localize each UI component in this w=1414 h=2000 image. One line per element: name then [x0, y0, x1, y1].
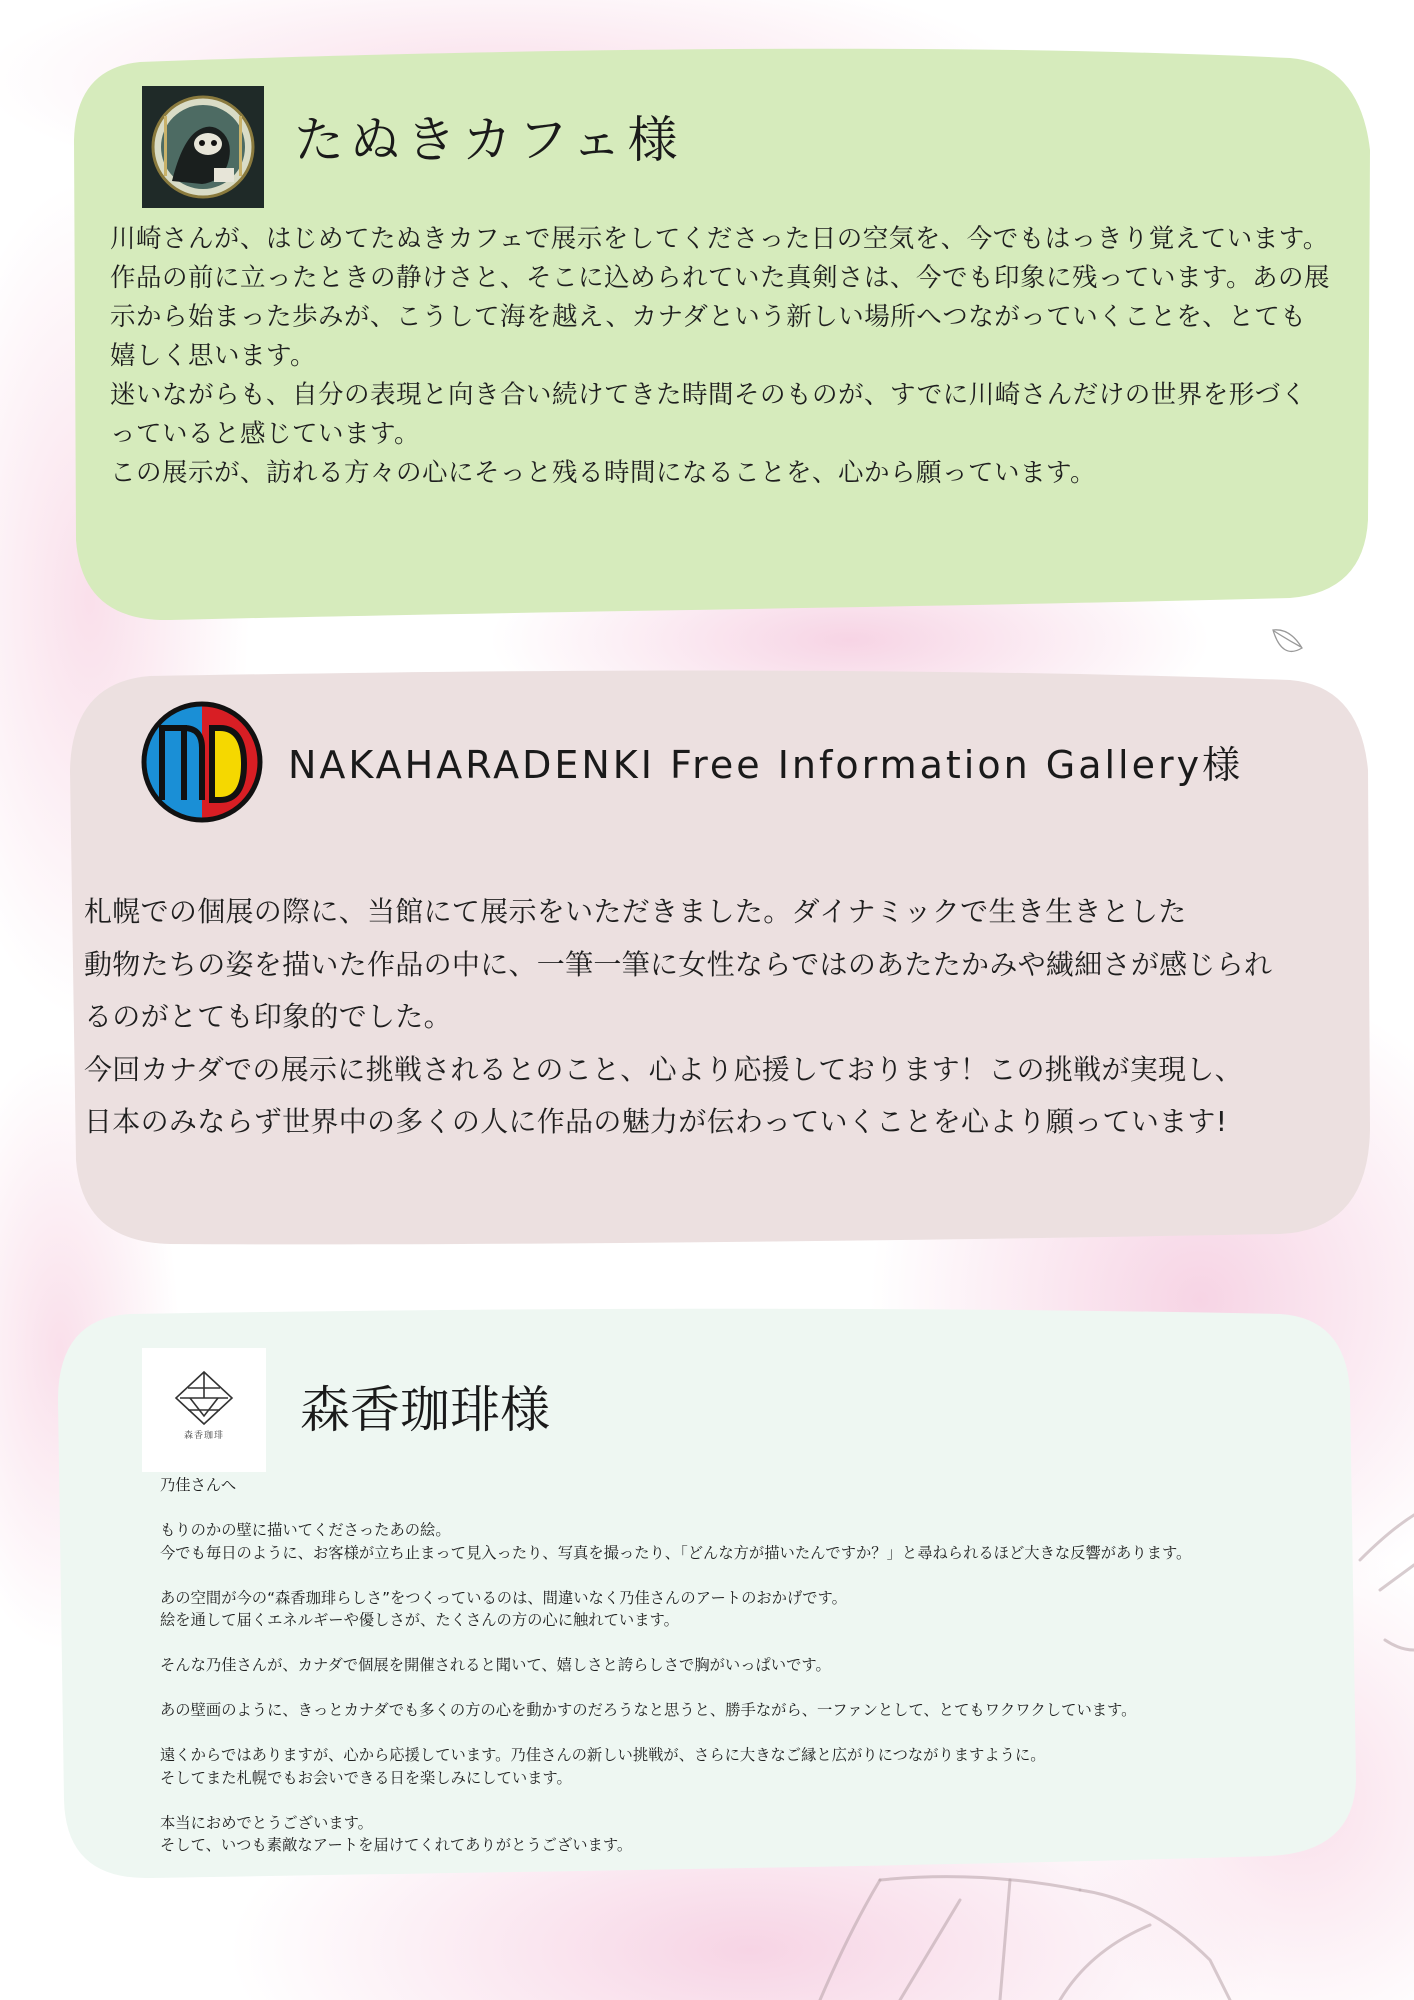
card-nakaharadenki — [0, 660, 1414, 1260]
paragraph: この展示が、訪れる方々の心にそっと残る時間になることを、心から願っています。 — [110, 458, 1096, 488]
card-body — [84, 886, 1384, 1149]
letter-line: もりのかの壁に描いてくださったあの絵。 — [160, 1521, 451, 1539]
card-title: NAKAHARADENKI Free Information Gallery様 — [288, 743, 1244, 787]
morika-coffee-logo — [142, 1348, 266, 1472]
letter-line: そんな乃佳さんが、カナダで個展を開催されると聞いて、嬉しさと誇らしさで胸がいっぱいです。 — [160, 1656, 831, 1674]
paragraph: 日本のみならず世界中の多くの人に作品の魅力が伝わっていくことを心より願っています! — [84, 1105, 1228, 1138]
letter-line: 絵を通して届くエネルギーや優しさが、たくさんの方の心に触れています。 — [160, 1611, 679, 1629]
paragraph: 動物たちの姿を描いた作品の中に、一筆一筆に女性ならではのあたたかみや繊細さが感じられ — [84, 947, 1273, 981]
paragraph: 作品の前に立ったときの静けさと、そこに込められていた真剣さは、今でも印象に残っています。あの展示から始まった歩みが、こうして海を越え、カナダという新しい場所へつながっていくことを、とても嬉しく思います。 — [110, 263, 1330, 371]
letter-line: 本当におめでとうございます。 — [160, 1813, 373, 1832]
blank-line — [160, 1632, 1340, 1655]
letter-line: 乃佳さんへ — [160, 1476, 237, 1494]
blank-line — [160, 1497, 1340, 1520]
logo-text: 森香珈琲 — [183, 1431, 224, 1441]
letter-line: そして、いつも素敵なアートを届けてくれてありがとうございます。 — [160, 1836, 633, 1854]
letter-line: 今でも毎日のように、お客様が立ち止まって見入ったり、写真を撮ったり、「どんな方が描いたんですか？」と尋ねられるほど大きな反響があります。 — [160, 1543, 1192, 1562]
paragraph: 迷いながらも、自分の表現と向き合い続けてきた時間そのものが、すでに川崎さんだけの世界を形づくっていると感じています。 — [110, 380, 1307, 449]
tanuki-cafe-logo — [142, 86, 264, 208]
letter-line: あの壁画のように、きっとカナダでも多くの方の心を動かすのだろうなと思うと、勝手ながら、一ファンとして、とてもワクワクしています。 — [160, 1701, 1137, 1719]
card-title: 森香珈琲様 — [300, 1381, 550, 1439]
card-body — [110, 220, 1330, 493]
morika-mark — [142, 1348, 266, 1472]
blank-line — [160, 1564, 1340, 1587]
paragraph: るのがとても印象的でした。 — [84, 1000, 452, 1033]
paragraph: 川崎さんが、はじめてたぬきカフェで展示をしてくださった日の空気を、今でもはっきり覚えています。 — [110, 224, 1329, 254]
blank-line — [160, 1677, 1340, 1700]
card-tanuki-cafe — [0, 0, 1414, 640]
nakaharadenki-logo — [140, 700, 264, 824]
letter-line: そしてまた札幌でもお会いできる日を楽しみにしています。 — [160, 1768, 572, 1787]
letter-line: 遠くからではありますが、心から応援しています。乃佳さんの新しい挑戦が、さらに大きなご縁と広がりにつながりますように。 — [160, 1746, 1046, 1764]
letter-line: あの空間が今の“森香珈琲らしさ”をつくっているのは、間違いなく乃佳さんのアートのおかげです。 — [160, 1588, 847, 1607]
blank-line — [160, 1722, 1340, 1745]
blank-line — [160, 1789, 1340, 1812]
card-title: たぬきカフェ様 — [294, 111, 684, 169]
paragraph: 今回カナダでの展示に挑戦されるとのこと、心より応援しております！この挑戦が実現し、 — [84, 1052, 1243, 1086]
paragraph: 札幌での個展の際に、当館にて展示をいただきました。ダイナミックで生き生きとした — [84, 895, 1187, 928]
card-body — [160, 1474, 1340, 1857]
card-morika-coffee — [0, 1300, 1414, 1890]
